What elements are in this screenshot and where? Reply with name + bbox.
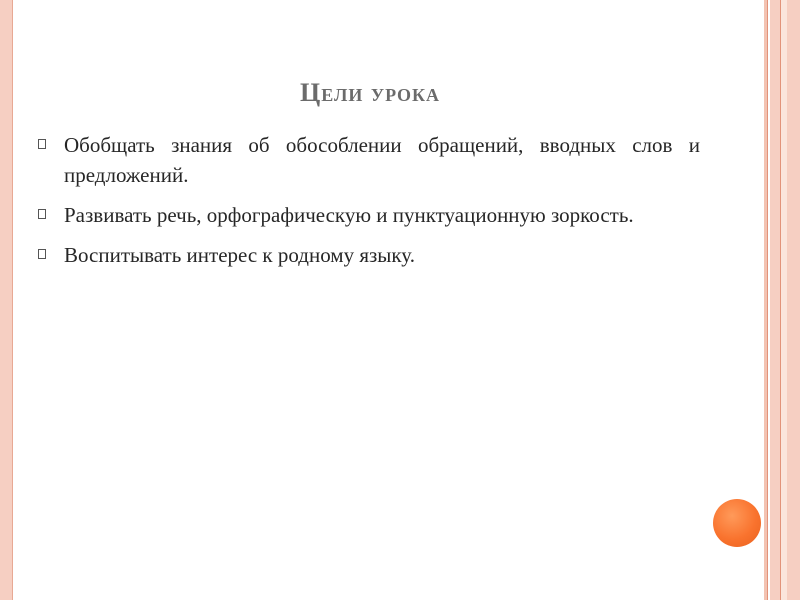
right-decorative-stripe [787,0,800,600]
square-bullet-icon [38,139,46,149]
list-item [34,130,700,190]
slide-title: Цели урока [299,78,441,107]
goal-text: Обобщать знания об обособлении обращений, вводных слов и предложений. [64,133,700,187]
square-bullet-icon [38,209,46,219]
goal-text: Воспитывать интерес к родному языку. [64,243,415,267]
list-item [34,200,700,230]
list-item [34,240,700,270]
orange-circle-decoration [713,499,761,547]
goal-text: Развивать речь, орфографическую и пунктуационную зоркость. [64,203,634,227]
square-bullet-icon [38,249,46,259]
right-decorative-stripe [770,0,780,600]
goals-list [34,130,700,280]
